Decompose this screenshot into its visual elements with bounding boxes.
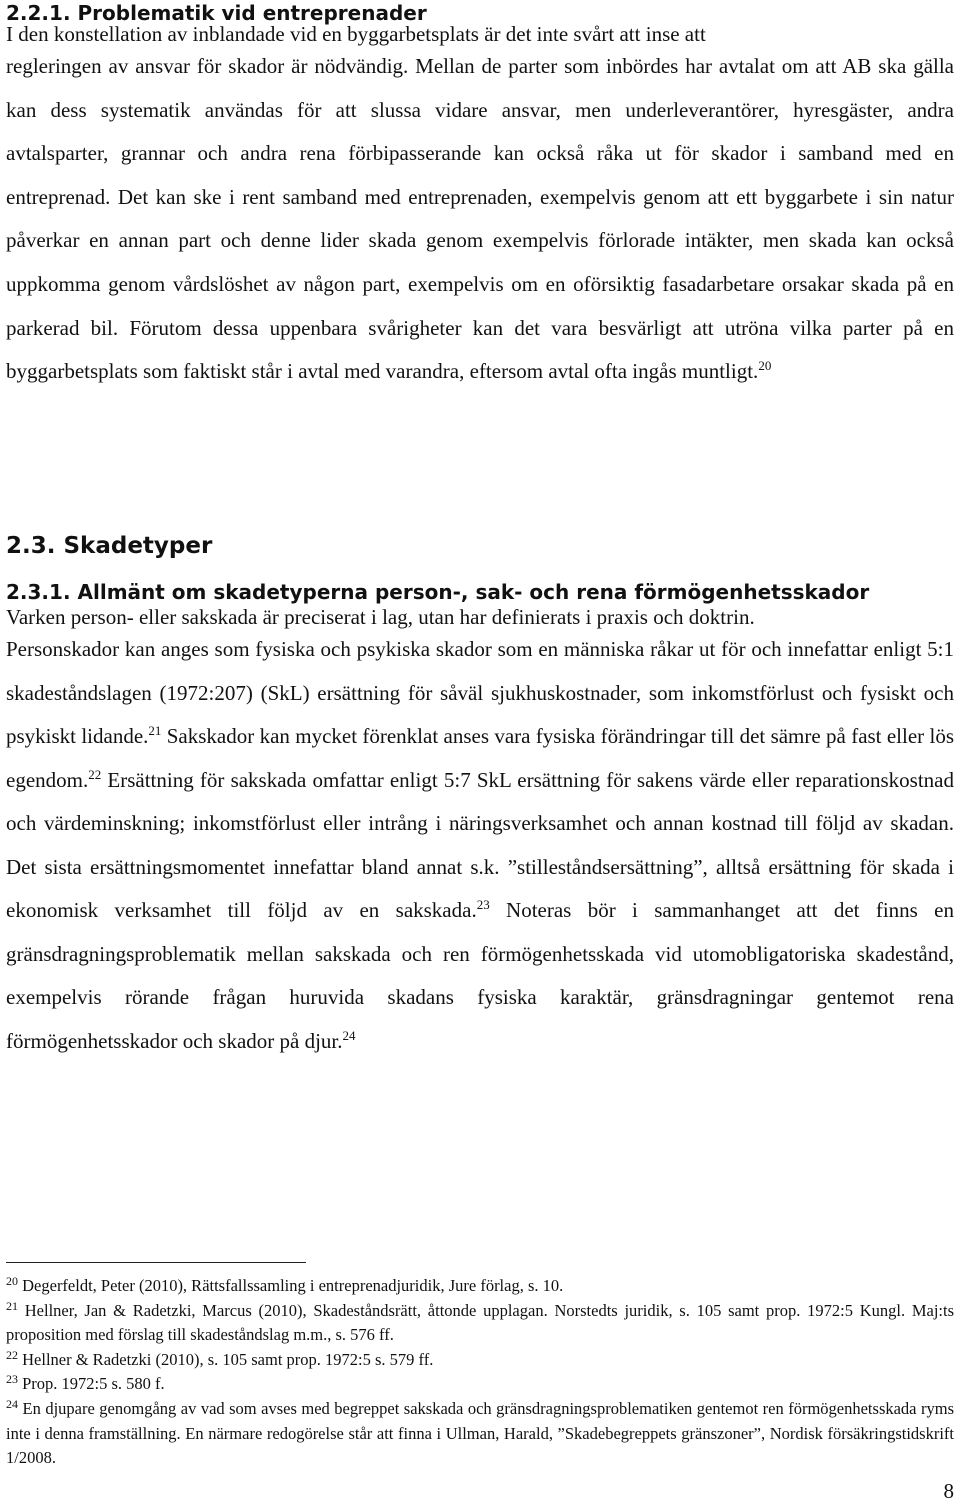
paragraph-text-segment: Sakskador kan mycket förenklat anses vara fysiska förändringar till det sämre på fast eller lös egendom. bbox=[6, 724, 954, 792]
footnote-ref-20[interactable]: 20 bbox=[758, 358, 772, 374]
paragraph-text-segment: Noteras bör i sammanhanget att det finns en gränsdragningsproblematik mellan sakskada och ren förmögenhetsskada vid utomobligatoriska skadestånd, exempelvis rörande frågan huruvida skadans fysiska karaktär, gränsdragningar gentemot rena förmögenhetsskador och skador på djur. bbox=[6, 898, 954, 1053]
footnote-23 bbox=[6, 1372, 954, 1397]
footnote-ref-21[interactable]: 21 bbox=[148, 723, 162, 738]
section-heading-problematik: 2.2.1. Problematik vid entreprenader bbox=[6, 1, 427, 25]
footnote-number: 20 bbox=[6, 1274, 18, 1288]
paragraph-text-segment: Ersättning för sakskada omfattar enligt 5:7 SkL ersättning för sakens värde eller reparationskostnad och värdeminskning; inkomstförlust eller intrång i näringsverksamhet och annan kostnad till följd av skadan. Det sista ersättningsmomentet innefattar bland annat s.k. ”stilleståndsersättning”, alltså ersättning för skada i ekonomisk verksamhet till följd av en sakskada. bbox=[6, 767, 954, 922]
section-heading-skadetyper: 2.3. Skadetyper bbox=[6, 533, 213, 559]
footnote-text: Degerfeldt, Peter (2010), Rättsfallssamling i entreprenadjuridik, Jure förlag, s. 10. bbox=[22, 1276, 564, 1295]
footnote-21 bbox=[6, 1299, 954, 1348]
paragraph-text: regleringen av ansvar för skador är nödvändig. Mellan de parter som inbördes har avtalat om att AB ska gälla kan dess systematik användas för att slussa vidare ansvar, men underleverantörer, hyresgäster, andra avtalsparter, grannar och andra rena förbipasserande kan också råka ut för skador i samband med en entreprenad. Det kan ske i rent samband med entreprenaden, exempelvis genom att ett byggarbete i sin natur påverkar en annan part och denne lider skada genom exempelvis förlorade intäkter, men skada kan också uppkomma genom vårdslöshet av någon part, exempelvis om en oförsiktig fasadarbetare orsakar skada på en parkerad bil. Förutom dessa uppenbara svårigheter kan det vara besvärligt att utröna vilka parter på en byggarbetsplats som faktiskt står i avtal med varandra, eftersom avtal ofta ingås muntligt. bbox=[6, 54, 954, 384]
footnote-number: 23 bbox=[6, 1372, 18, 1387]
footnote-text: Hellner, Jan & Radetzki, Marcus (2010), Skadeståndsrätt, åttonde upplagan. Norstedts juridik, s. 105 samt prop. 1972:5 Kungl. Maj:ts proposition med förslag till skadeståndslag m.m., s. 576 ff. bbox=[6, 1300, 954, 1345]
footnote-22 bbox=[6, 1348, 954, 1373]
page-number: 8 bbox=[943, 1479, 954, 1503]
footnote-separator bbox=[6, 1262, 306, 1263]
paragraph-first-line: I den konstellation av inblandade vid en byggarbetsplats är det inte svårt att inse att bbox=[6, 22, 706, 46]
footnote-ref-24[interactable]: 24 bbox=[342, 1027, 356, 1043]
paragraph-first-line: Varken person- eller sakskada är preciserat i lag, utan har definierats i praxis och doktrin. bbox=[6, 605, 755, 629]
footnote-number: 21 bbox=[6, 1298, 18, 1313]
footnote-ref-22[interactable]: 22 bbox=[88, 766, 102, 782]
footnote-text: Prop. 1972:5 s. 580 f. bbox=[22, 1374, 165, 1394]
footnote-20 bbox=[6, 1274, 954, 1299]
section-heading-allmant: 2.3.1. Allmänt om skadetyperna person-, sak- och rena förmögenhetsskador bbox=[6, 580, 870, 604]
footnote-text: En djupare genomgång av vad som avses med begreppet sakskada och gränsdragningsproblematiken gentemot ren förmögenhetsskada ryms inte i denna framställning. En närmare redogörelse står att finna i Ullman, Harald, ”Skadebegreppets gränszoner”, Nordisk försäkringstidskrift 1/2008. bbox=[6, 1398, 955, 1468]
footnote-24 bbox=[6, 1397, 954, 1471]
footnote-ref-23[interactable]: 23 bbox=[476, 897, 490, 912]
footnote-text: Hellner & Radetzki (2010), s. 105 samt prop. 1972:5 s. 579 ff. bbox=[22, 1349, 434, 1369]
paragraph-problematik bbox=[6, 23, 954, 394]
footnotes bbox=[6, 1274, 954, 1471]
paragraph-skadetyper bbox=[6, 606, 954, 1063]
footnote-number: 22 bbox=[6, 1347, 18, 1362]
footnote-number: 24 bbox=[6, 1396, 18, 1411]
paragraph-text-segment: Personskador kan anges som fysiska och psykiska skador som en människa råkar ut för och innefattar enligt 5:1 skadeståndslagen (1972:207) (SkL) ersättning för såväl sjukhuskostnader, som inkomstförlust och fysiskt och psykiskt lidande. bbox=[6, 637, 954, 748]
